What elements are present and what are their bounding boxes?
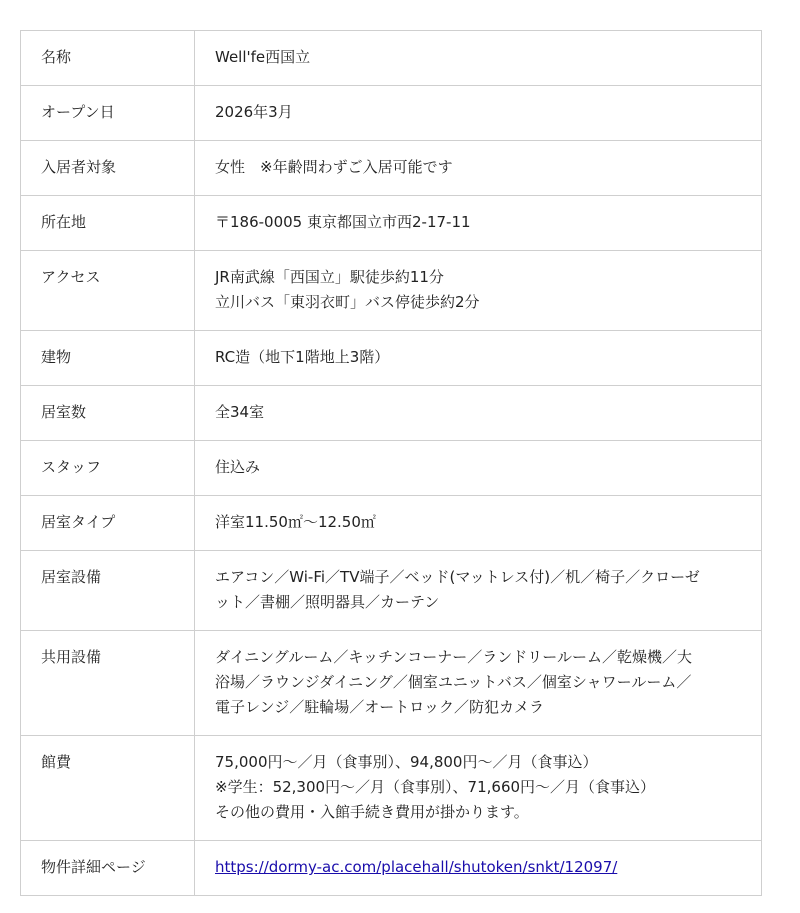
row-label: 物件詳細ページ	[21, 841, 195, 896]
value-line: 女性 ※年齢問わずご入居可能です	[215, 158, 453, 176]
row-label: アクセス	[21, 251, 195, 331]
value-line: エアコン／Wi-Fi／TV端子／ベッド(マットレス付)／机／椅子／クローゼ	[215, 568, 700, 586]
value-line: 2026年3月	[215, 103, 293, 121]
value-line: 洋室11.50㎡～12.50㎡	[215, 513, 376, 531]
row-label: 居室数	[21, 386, 195, 441]
table-row	[21, 736, 762, 841]
row-label: 所在地	[21, 196, 195, 251]
table-row	[21, 251, 762, 331]
value-line: JR南武線「西国立」駅徒歩約11分	[215, 268, 444, 286]
row-value	[195, 631, 762, 736]
table-row	[21, 86, 762, 141]
row-value	[195, 386, 762, 441]
row-value	[195, 196, 762, 251]
table-row	[21, 196, 762, 251]
row-label: 共用設備	[21, 631, 195, 736]
row-label: スタッフ	[21, 441, 195, 496]
row-value	[195, 31, 762, 86]
value-line: 住込み	[215, 458, 261, 476]
value-line: 75,000円～／月（食事別）、94,800円～／月（食事込）	[215, 753, 598, 771]
table-row	[21, 441, 762, 496]
row-value	[195, 251, 762, 331]
table-row	[21, 551, 762, 631]
value-line: 浴場／ラウンジダイニング／個室ユニットバス／個室シャワールーム／	[215, 673, 692, 691]
row-value	[195, 496, 762, 551]
value-line: 全34室	[215, 403, 265, 421]
value-line: ット／書棚／照明器具／カーテン	[215, 593, 440, 611]
row-label: 居室タイプ	[21, 496, 195, 551]
row-value	[195, 331, 762, 386]
row-label: 建物	[21, 331, 195, 386]
row-value	[195, 141, 762, 196]
row-label: 入居者対象	[21, 141, 195, 196]
table-row	[21, 331, 762, 386]
row-value	[195, 551, 762, 631]
property-info	[20, 30, 762, 896]
value-line: RC造（地下1階地上3階）	[215, 348, 390, 366]
table-row	[21, 631, 762, 736]
table-row	[21, 141, 762, 196]
row-label: 居室設備	[21, 551, 195, 631]
row-value	[195, 736, 762, 841]
table-row	[21, 496, 762, 551]
value-line: ※学生：52,300円～／月（食事別）、71,660円～／月（食事込）	[215, 778, 656, 796]
property-detail-link[interactable]: https://dormy-ac.com/placehall/shutoken/snkt/12097/	[215, 858, 618, 876]
value-line: 電子レンジ／駐輪場／オートロック／防犯カメラ	[215, 698, 544, 716]
table-row	[21, 31, 762, 86]
value-line: Well'fe西国立	[215, 48, 311, 66]
value-line: その他の費用・入館手続き費用が掛かります。	[215, 803, 529, 821]
row-value	[195, 841, 762, 896]
row-label: 名称	[21, 31, 195, 86]
table-row	[21, 386, 762, 441]
row-label: オープン日	[21, 86, 195, 141]
row-label: 館費	[21, 736, 195, 841]
value-line: 立川バス「東羽衣町」バス停徒歩約2分	[215, 293, 480, 311]
table-row	[21, 841, 762, 896]
row-value	[195, 86, 762, 141]
row-value	[195, 441, 762, 496]
property-table	[20, 30, 762, 896]
value-line: 〒186-0005 東京都国立市西2-17-11	[215, 213, 471, 231]
value-line: ダイニングルーム／キッチンコーナー／ランドリールーム／乾燥機／大	[215, 648, 693, 666]
